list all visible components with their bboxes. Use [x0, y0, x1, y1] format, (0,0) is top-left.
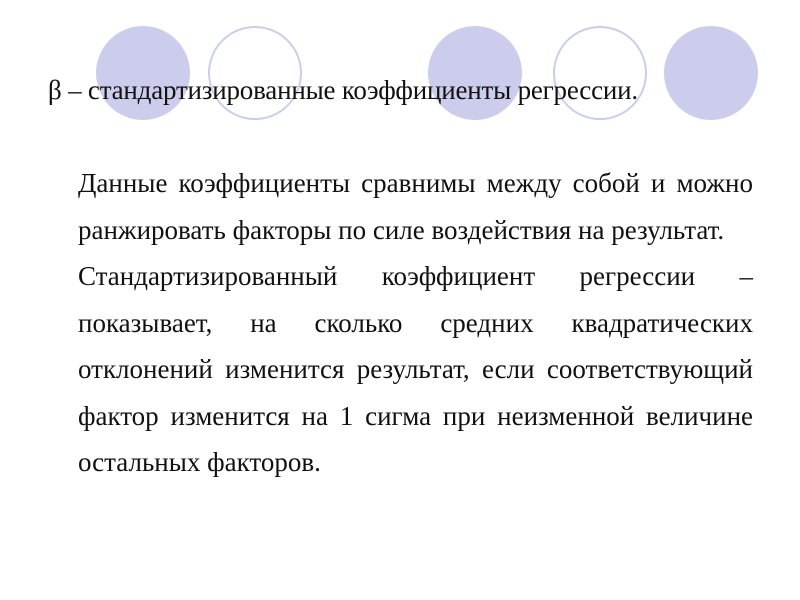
- slide-heading: β – стандартизированные коэффициенты регрессии.: [48, 75, 638, 105]
- filled-circle-decoration: [664, 26, 758, 120]
- paragraph: Стандартизированный коэффициент регрессии – показывает, на сколько средних квадратических отклонений изменится результат, если соответствующий фактор изменится на 1 сигма при неизменной величине остальных факторов.: [78, 261, 753, 477]
- slide-body: [78, 160, 753, 486]
- paragraph: Данные коэффициенты сравнимы между собой и можно ранжировать факторы по силе воздействия на результат.: [78, 168, 753, 245]
